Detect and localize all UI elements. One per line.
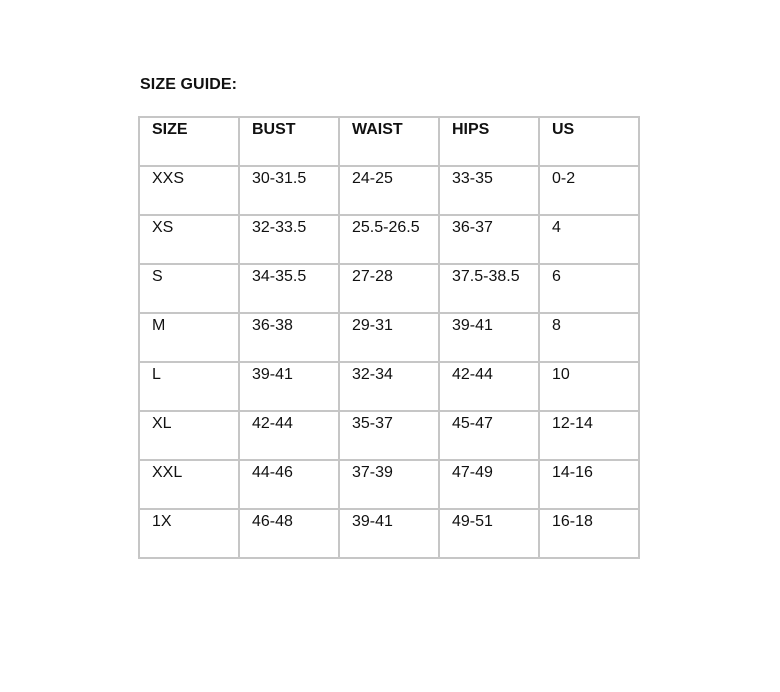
table-row	[139, 264, 639, 313]
cell-size: XXS	[139, 166, 239, 215]
cell-us: 4	[539, 215, 639, 264]
page-title: SIZE GUIDE:	[140, 76, 238, 93]
cell-us: 14-16	[539, 460, 639, 509]
table-row	[139, 362, 639, 411]
cell-waist: 35-37	[339, 411, 439, 460]
table-row	[139, 460, 639, 509]
cell-us: 8	[539, 313, 639, 362]
table-header-row	[139, 117, 639, 166]
cell-hips: 39-41	[439, 313, 539, 362]
cell-waist: 27-28	[339, 264, 439, 313]
cell-us: 10	[539, 362, 639, 411]
cell-hips: 42-44	[439, 362, 539, 411]
cell-bust: 30-31.5	[239, 166, 339, 215]
cell-size: XXL	[139, 460, 239, 509]
cell-hips: 37.5-38.5	[439, 264, 539, 313]
cell-bust: 46-48	[239, 509, 339, 558]
cell-bust: 36-38	[239, 313, 339, 362]
cell-waist: 25.5-26.5	[339, 215, 439, 264]
cell-waist: 39-41	[339, 509, 439, 558]
cell-waist: 37-39	[339, 460, 439, 509]
cell-size: L	[139, 362, 239, 411]
table-row	[139, 313, 639, 362]
cell-us: 12-14	[539, 411, 639, 460]
cell-bust: 44-46	[239, 460, 339, 509]
cell-size: M	[139, 313, 239, 362]
cell-us: 6	[539, 264, 639, 313]
cell-bust: 34-35.5	[239, 264, 339, 313]
cell-size: 1X	[139, 509, 239, 558]
cell-bust: 32-33.5	[239, 215, 339, 264]
header-bust: BUST	[239, 117, 339, 166]
header-size: SIZE	[139, 117, 239, 166]
cell-hips: 45-47	[439, 411, 539, 460]
cell-bust: 42-44	[239, 411, 339, 460]
header-hips: HIPS	[439, 117, 539, 166]
cell-bust: 39-41	[239, 362, 339, 411]
cell-waist: 32-34	[339, 362, 439, 411]
cell-size: S	[139, 264, 239, 313]
table-row	[139, 411, 639, 460]
cell-hips: 33-35	[439, 166, 539, 215]
cell-hips: 47-49	[439, 460, 539, 509]
header-waist: WAIST	[339, 117, 439, 166]
cell-size: XL	[139, 411, 239, 460]
cell-hips: 36-37	[439, 215, 539, 264]
table-row	[139, 215, 639, 264]
table-row	[139, 166, 639, 215]
size-guide-table	[138, 116, 640, 559]
cell-us: 16-18	[539, 509, 639, 558]
table-row	[139, 509, 639, 558]
header-us: US	[539, 117, 639, 166]
cell-us: 0-2	[539, 166, 639, 215]
cell-waist: 24-25	[339, 166, 439, 215]
cell-size: XS	[139, 215, 239, 264]
cell-hips: 49-51	[439, 509, 539, 558]
cell-waist: 29-31	[339, 313, 439, 362]
